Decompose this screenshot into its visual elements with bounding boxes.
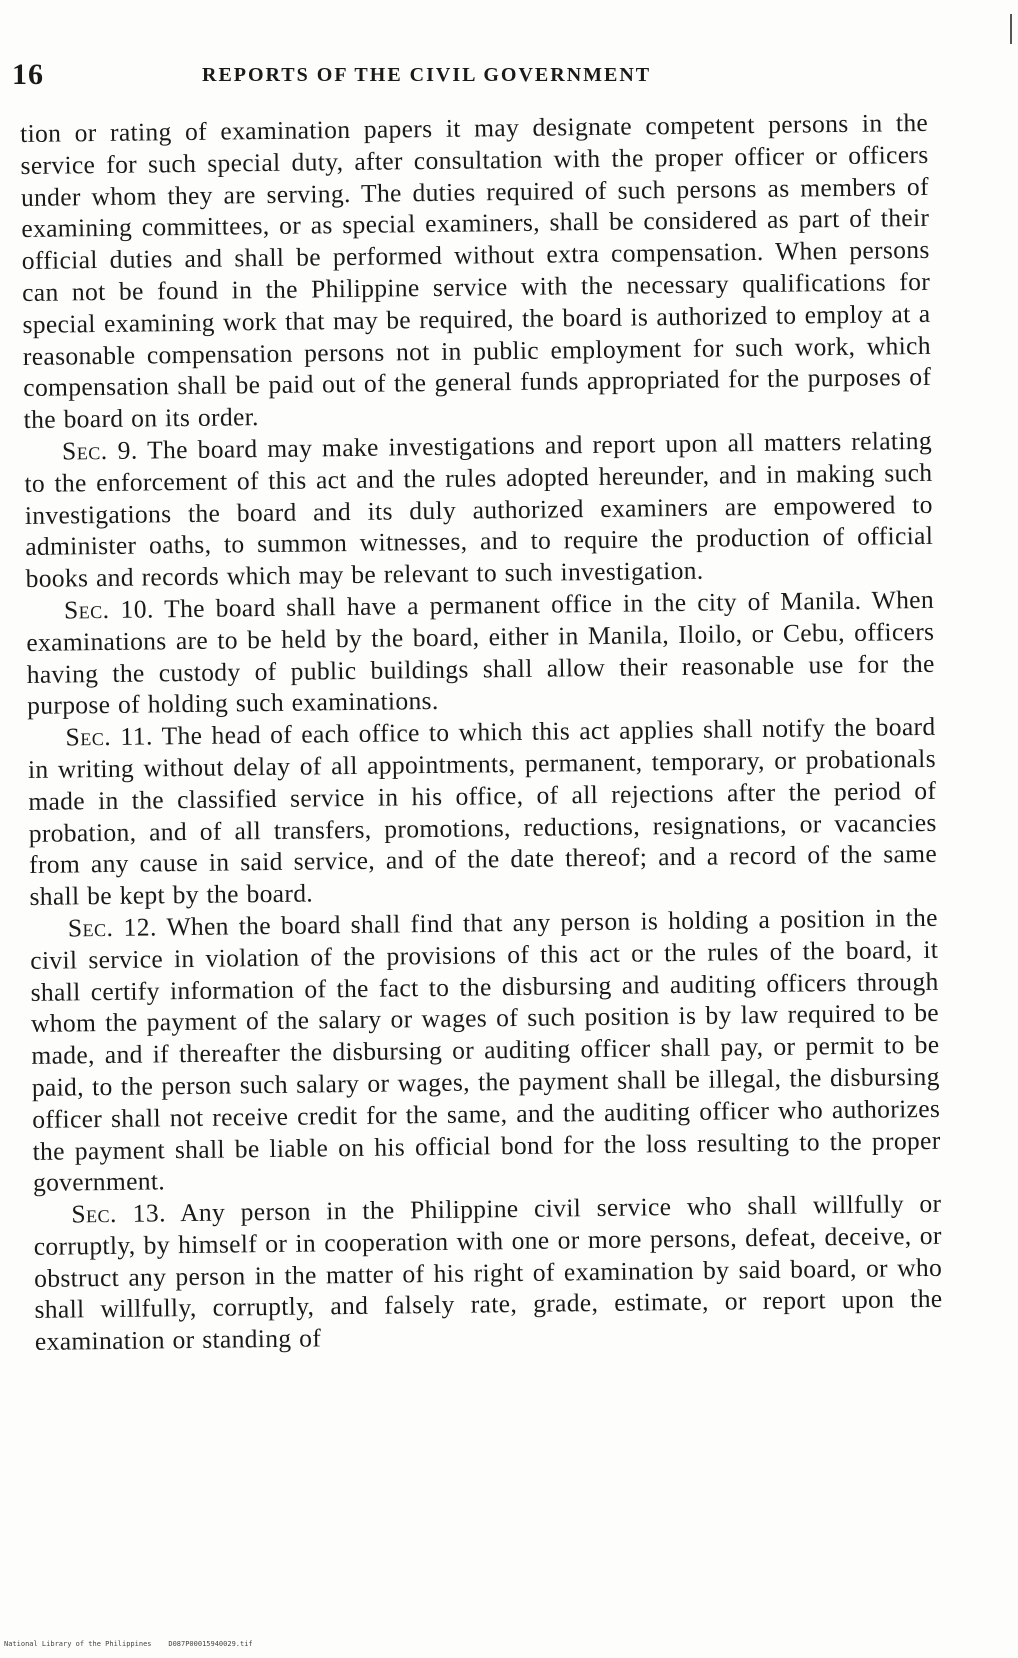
page-header bbox=[12, 58, 942, 98]
section-label: Sec. 11. bbox=[65, 721, 154, 752]
paragraph-text: tion or rating of examination papers it may designate competent persons in the service for such special duty, after consultation with the proper officer or officers under whom they are serving. The duties required of such persons as members of examining committees, or as special examiners, shall be considered as part of their official duties and shall be performed without extra compensation. When persons can not be found in the Philippine service with the necessary qualifications for special examining work that may be required, the board is authorized to employ at a reasonable compensation persons not in public employment for such work, which compensation shall be paid out of the general funds appropriated for the purposes of the board on its order. bbox=[20, 107, 932, 435]
section-label: Sec. 12. bbox=[67, 912, 158, 943]
section-label: Sec. 9. bbox=[61, 435, 138, 466]
body-text bbox=[20, 107, 943, 1358]
paragraph-text: When the board shall find that any person is holding a position in the civil service in violation of the provisions of this act or the rules of the board, it shall certify information of the fact to the disbursing and auditing officers through whom the payment of the salary or wages of such position is by law required to be made, and if thereafter the disbursing or auditing officer shall pay, or permit to be paid, to the person such salary or wages, the payment shall be illegal, the disbursing officer shall not receive credit for the same, and the auditing officer who authorizes the payment shall be liable on his official bond for the loss resulting to the proper government. bbox=[30, 902, 941, 1198]
section-11 bbox=[27, 711, 937, 913]
paragraph-text: The board shall have a permanent office in the city of Manila. When examinations are to be held by the board, either in Manila, Iloilo, or Cebu, officers having the custody of public buildings shall allow their reasonable use for the purpose of holding such examinations. bbox=[26, 584, 935, 721]
section-label: Sec. 13. bbox=[71, 1198, 167, 1229]
paragraph-continuation bbox=[20, 107, 932, 436]
section-13 bbox=[33, 1188, 943, 1358]
running-head: REPORTS OF THE CIVIL GOVERNMENT bbox=[202, 64, 652, 86]
paragraph-text: The head of each office to which this act applies shall notify the board in writing without delay of all appointments, permanent, temporary, or probationals made in the classified service in his office, of all rejections after the period of probation, and of all transfers, promotions, reductions, resignations, or vacancies from any cause in said service, and of the date thereof; and a record of the same shall be kept by the board. bbox=[27, 712, 938, 912]
section-9 bbox=[24, 425, 934, 595]
section-12 bbox=[30, 902, 941, 1199]
paragraph-text: The board may make investigations and report upon all matters relating to the enforcement of this act and the rules adopted hereunder, and in making such investigations the board and its duly authorized examiners are empowered to administer oaths, to summon witnesses, and to require the production of official books and records which may be relevant to such investigation. bbox=[24, 425, 934, 594]
page-number: 16 bbox=[12, 58, 44, 91]
paragraph-text: Any person in the Philippine civil service who shall willfully or corruptly, by himself or in cooperation with one or more persons, defeat, deceive, or obstruct any person in the matter of his right of examination by said board, or who shall willfully, corruptly, and falsely rate, grade, estimate, or report upon the examination or standing of bbox=[33, 1188, 943, 1357]
section-10 bbox=[26, 584, 935, 722]
scan-footer: National Library of the Philippines D087P00015940029.tif bbox=[4, 1640, 253, 1648]
scan-edge-mark bbox=[1010, 14, 1012, 44]
section-label: Sec. 10. bbox=[63, 594, 155, 625]
